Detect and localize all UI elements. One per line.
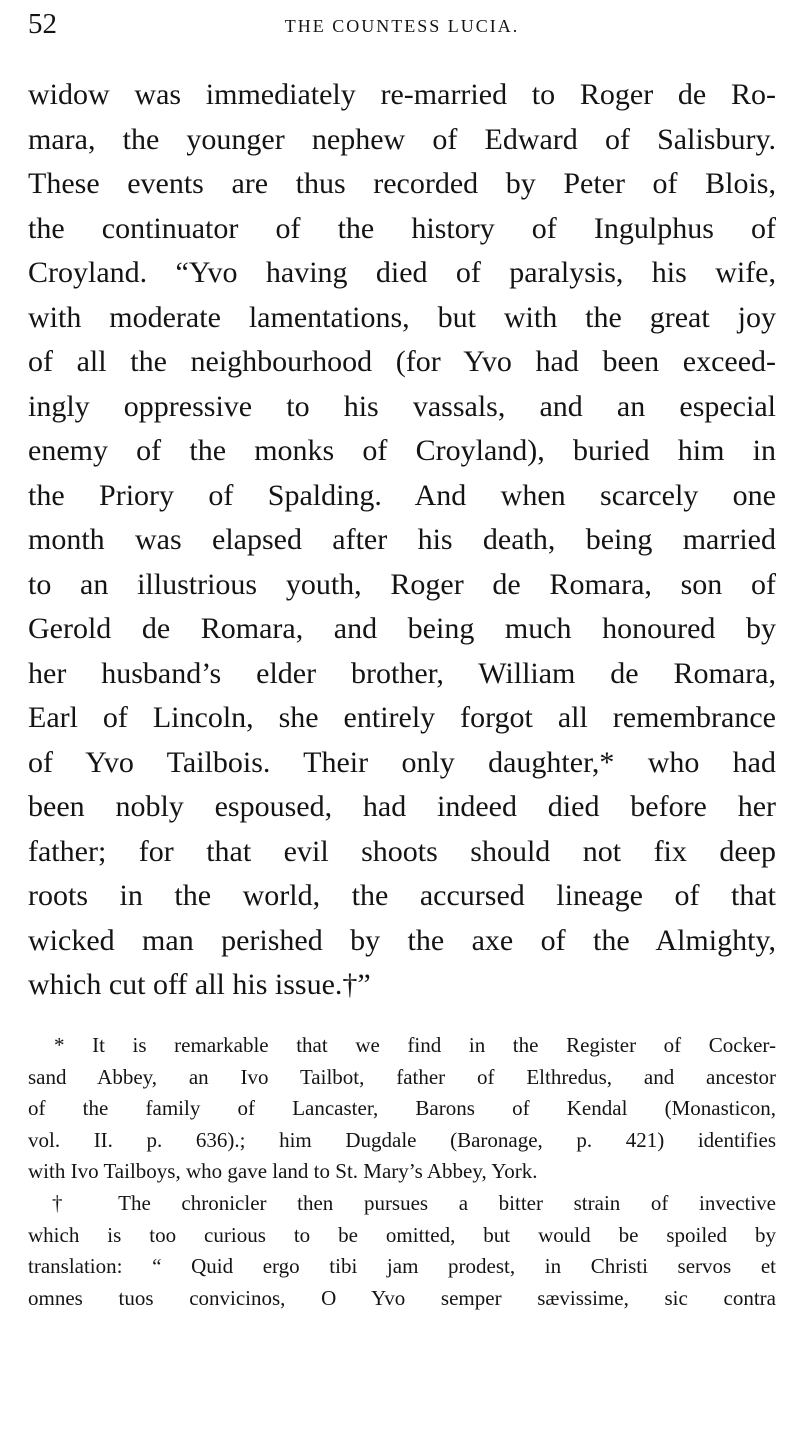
page-number: 52 xyxy=(28,8,57,40)
running-title: THE COUNTESS LUCIA. xyxy=(284,16,520,36)
body-line: ingly oppressive to his vassals, and an especial xyxy=(28,389,776,423)
footnote-line: * It is remarkable that we find in the Register of Cocker- xyxy=(54,1033,776,1057)
body-line: of all the neighbourhood (for Yvo had been exceed- xyxy=(28,345,776,378)
body-line: These events are thus recorded by Peter of Blois, xyxy=(28,167,776,200)
body-line: widow was immediately re-married to Roger de Ro- xyxy=(28,78,776,111)
book-page xyxy=(28,0,776,1452)
body-line: roots in the world, the accursed lineage of that xyxy=(28,879,776,912)
body-line: the continuator of the history of Ingulphus of xyxy=(28,211,776,245)
footnote-line: with Ivo Tailboys, who gave land to St. Mary’s Abbey, York. xyxy=(28,1159,538,1184)
body-line: father; for that evil shoots should not fix deep xyxy=(28,834,776,868)
body-line: the Priory of Spalding. And when scarcely one xyxy=(28,478,776,512)
body-line: enemy of the monks of Croyland), buried him in xyxy=(28,434,776,467)
body-line: her husband’s elder brother, William de Romara, xyxy=(28,656,776,690)
body-line: to an illustrious youth, Roger de Romara, son of xyxy=(28,567,776,601)
body-line: mara, the younger nephew of Edward of Salisbury. xyxy=(28,122,776,156)
footnote-line: translation: “ Quid ergo tibi jam prodest, in Christi servos et xyxy=(28,1254,776,1279)
body-line: month was elapsed after his death, being married xyxy=(28,523,776,556)
running-head xyxy=(28,6,776,46)
body-line: Croyland. “Yvo having died of paralysis, his wife, xyxy=(28,256,776,289)
body-line: been nobly espoused, had indeed died before her xyxy=(28,790,776,823)
footnote-line: omnes tuos convicinos, O Yvo semper sævissime, sic contra xyxy=(28,1285,776,1310)
body-line: which cut off all his issue.†” xyxy=(28,968,371,1001)
body-line: Earl of Lincoln, she entirely forgot all remembrance xyxy=(28,701,776,734)
footnote-line: of the family of Lancaster, Barons of Kendal (Monasticon, xyxy=(28,1096,776,1121)
footnote-line: vol. II. p. 636).; him Dugdale (Baronage, p. 421) identifies xyxy=(28,1127,776,1152)
body-line: with moderate lamentations, but with the great joy xyxy=(28,300,776,334)
footnote-line: which is too curious to be omitted, but would be spoiled by xyxy=(28,1222,776,1247)
footnotes xyxy=(28,1030,776,1314)
footnote-line: sand Abbey, an Ivo Tailbot, father of Elthredus, and ancestor xyxy=(28,1064,776,1089)
body-line: wicked man perished by the axe of the Almighty, xyxy=(28,923,776,957)
body-text xyxy=(28,73,776,1008)
body-line: Gerold de Romara, and being much honoured by xyxy=(28,612,776,645)
body-line: of Yvo Tailbois. Their only daughter,* who had xyxy=(28,745,776,779)
footnote-line: † The chronicler then pursues a bitter strain of invective xyxy=(52,1190,776,1215)
